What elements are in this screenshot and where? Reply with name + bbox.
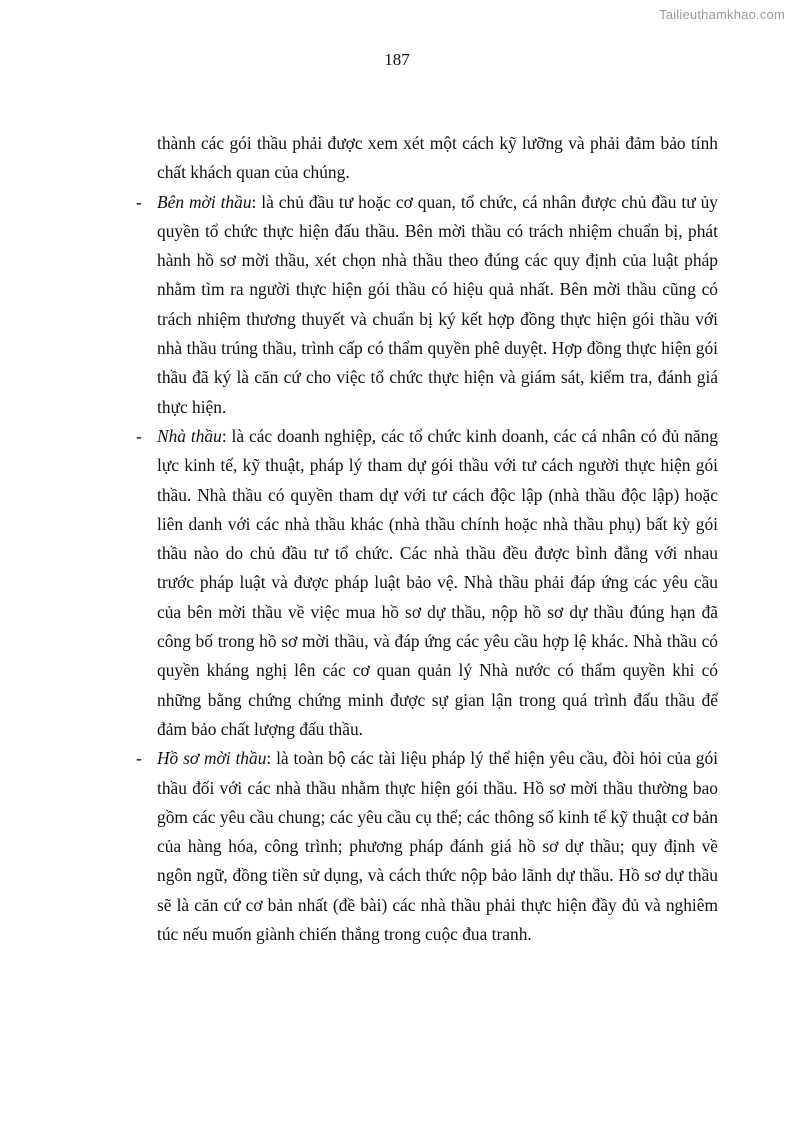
bullet-dash: - bbox=[136, 748, 142, 769]
list-item-ho-so-moi-thau bbox=[136, 744, 718, 949]
intro-paragraph: thành các gói thầu phải được xem xét một cách kỹ lưỡng và phải đảm bảo tính chất khách quan của chúng. bbox=[157, 133, 718, 183]
definition-ben-moi-thau: : là chủ đầu tư hoặc cơ quan, tổ chức, cá nhân được chủ đầu tư ủy quyền tổ chức thực hiện đấu thầu. Bên mời thầu có trách nhiệm chuẩn bị, phát hành hồ sơ mời thầu, xét chọn nhà thầu theo đúng các quy định của luật pháp nhằm tìm ra người thực hiện gói thầu có hiệu quả nhất. Bên mời thầu cũng có trách nhiệm thương thuyết và chuẩn bị ký kết hợp đồng thực hiện gói thầu với nhà thầu trúng thầu, trình cấp có thẩm quyền phê duyệt. Hợp đồng thực hiện gói thầu đã ký là căn cứ cho việc tổ chức thực hiện và giám sát, kiểm tra, đánh giá thực hiện. bbox=[157, 191, 718, 417]
body-text bbox=[136, 129, 718, 949]
term-ho-so-moi-thau: Hồ sơ mời thầu bbox=[157, 748, 267, 769]
bullet-dash: - bbox=[136, 191, 142, 212]
list-item-nha-thau bbox=[136, 422, 718, 744]
page-number: 187 bbox=[384, 50, 410, 69]
definition-nha-thau: : là các doanh nghiệp, các tổ chức kinh doanh, các cá nhân có đủ năng lực kinh tế, kỹ thuật, pháp lý tham dự gói thầu với tư cách người thực hiện gói thầu. Nhà thầu có quyền tham dự với tư cách độc lập (nhà thầu độc lập) hoặc liên danh với các nhà thầu khác (nhà thầu chính hoặc nhà thầu phụ) bất kỳ gói thầu nào do chủ đầu tư tổ chức. Các nhà thầu đều được bình đẳng với nhau trước pháp luật và được pháp luật bảo vệ. Nhà thầu phải đáp ứng các yêu cầu của bên mời thầu về việc mua hồ sơ dự thầu, nộp hồ sơ dự thầu đúng hạn đã công bố trong hồ sơ mời thầu, và đáp ứng các yêu cầu hợp lệ khác. Nhà thầu có quyền kháng nghị lên các cơ quan quản lý Nhà nước có thẩm quyền khi có những bằng chứng chứng minh được sự gian lận trong quá trình đấu thầu để đảm bảo chất lượng đấu thầu. bbox=[157, 425, 718, 739]
term-ben-moi-thau: Bên mời thầu bbox=[157, 191, 252, 212]
definition-ho-so-moi-thau: : là toàn bộ các tài liệu pháp lý thể hiện yêu cầu, đòi hỏi của gói thầu đối với các nhà thầu nhằm thực hiện gói thầu. Hồ sơ mời thầu thường bao gồm các yêu cầu chung; các yêu cầu cụ thể; các thông số kinh tế kỹ thuật cơ bản của hàng hóa, công trình; phương pháp đánh giá hồ sơ dự thầu; quy định về ngôn ngữ, đồng tiền sử dụng, và cách thức nộp bảo lãnh dự thầu. Hồ sơ dự thầu sẽ là căn cứ cơ bản nhất (đề bài) các nhà thầu phải thực hiện đầy đủ và nghiêm túc nếu muốn giành chiến thắng trong cuộc đua tranh. bbox=[157, 748, 718, 945]
term-nha-thau: Nhà thầu bbox=[157, 425, 222, 446]
bullet-dash: - bbox=[136, 425, 142, 446]
list-item-ben-moi-thau bbox=[136, 188, 718, 422]
watermark-text: Tailieuthamkhao.com bbox=[659, 7, 785, 22]
